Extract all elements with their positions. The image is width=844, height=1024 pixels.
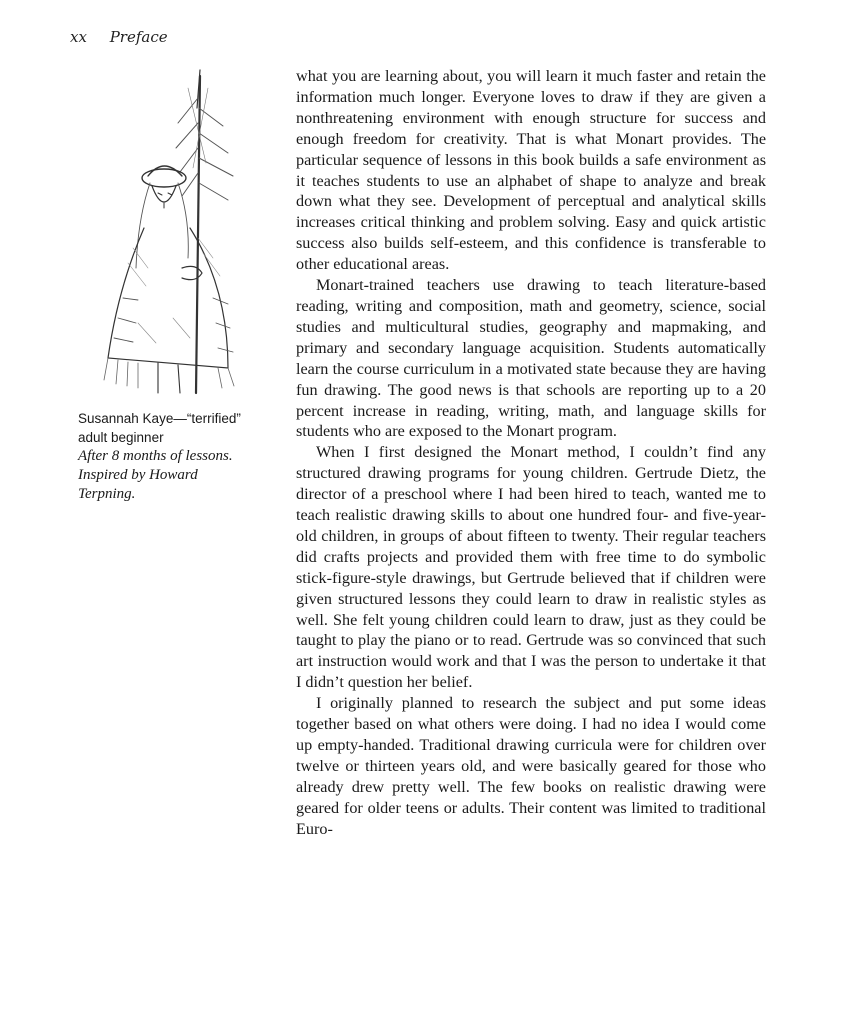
paragraph: I originally planned to research the subject and put some ideas together based on what others were doing. I had no idea I would come up empty-handed. Traditional drawing curricula were for children over twelve or thirteen years old, and were basically geared for those who already drew pretty well. The few books on realistic drawing were geared for older teens or adults. Their content was limited to traditional Euro- [296, 694, 766, 838]
caption-line: Susannah Kaye—“terrified” [78, 411, 241, 426]
body-text [296, 66, 766, 840]
native-figure-sketch-icon [78, 68, 258, 398]
paragraph: what you are learning about, you will learn it much faster and retain the information much longer. Everyone loves to draw if they are given a nonthreatening environment with enough structure for success and enough freedom for creativity. That is what Monart provides. The particular sequence of lessons in this book builds a safe environment as it teaches students to use an alphabet of shape to analyze and break down what they see. Development of perceptual and analytical skills increases critical thinking and problem solving. Easy and quick artistic success also builds self-esteem, and this confidence is transferable to other educational areas. [296, 67, 766, 274]
caption-line: adult beginner [78, 430, 164, 445]
page-number: xx [70, 28, 87, 46]
paragraph: Monart-trained teachers use drawing to teach literature-based reading, writing and composition, math and geometry, science, social studies and multicultural studies, geography and mapmaking, and primary and secondary language acquisition. Students automatically learn the course curriculum in a motivated state because they are having fun drawing. The good news is that schools are reporting up to a 20 percent increase in reading, writing, math, and language skills for students who are exposed to the Monart program. [296, 276, 766, 441]
caption-line: Terpning. [78, 486, 136, 502]
figure-caption [78, 409, 278, 504]
paragraph: When I first designed the Monart method, I couldn’t find any structured drawing programs for young children. Gertrude Dietz, the director of a preschool where I had been hired to teach, wanted me to teach realistic drawing skills to about one hundred four- and five-year-old children, in groups of about fifteen to twenty. Their regular teachers did crafts projects and provided them with free time to do symbolic stick-figure-style drawings, but Gertrude believed that if children were given structured lessons they could learn to draw in realistic styles as well. She felt young children could learn to draw, just as they could be taught to play the piano or to read. Gertrude was so convinced that such art instruction would work and that I was the person to undertake it that I didn’t question her belief. [296, 443, 766, 692]
drawing-illustration [78, 68, 258, 398]
caption-line: After 8 months of lessons. [78, 448, 233, 464]
section-title: Preface [109, 28, 168, 46]
caption-line: Inspired by Howard [78, 467, 198, 483]
running-head [70, 28, 168, 46]
